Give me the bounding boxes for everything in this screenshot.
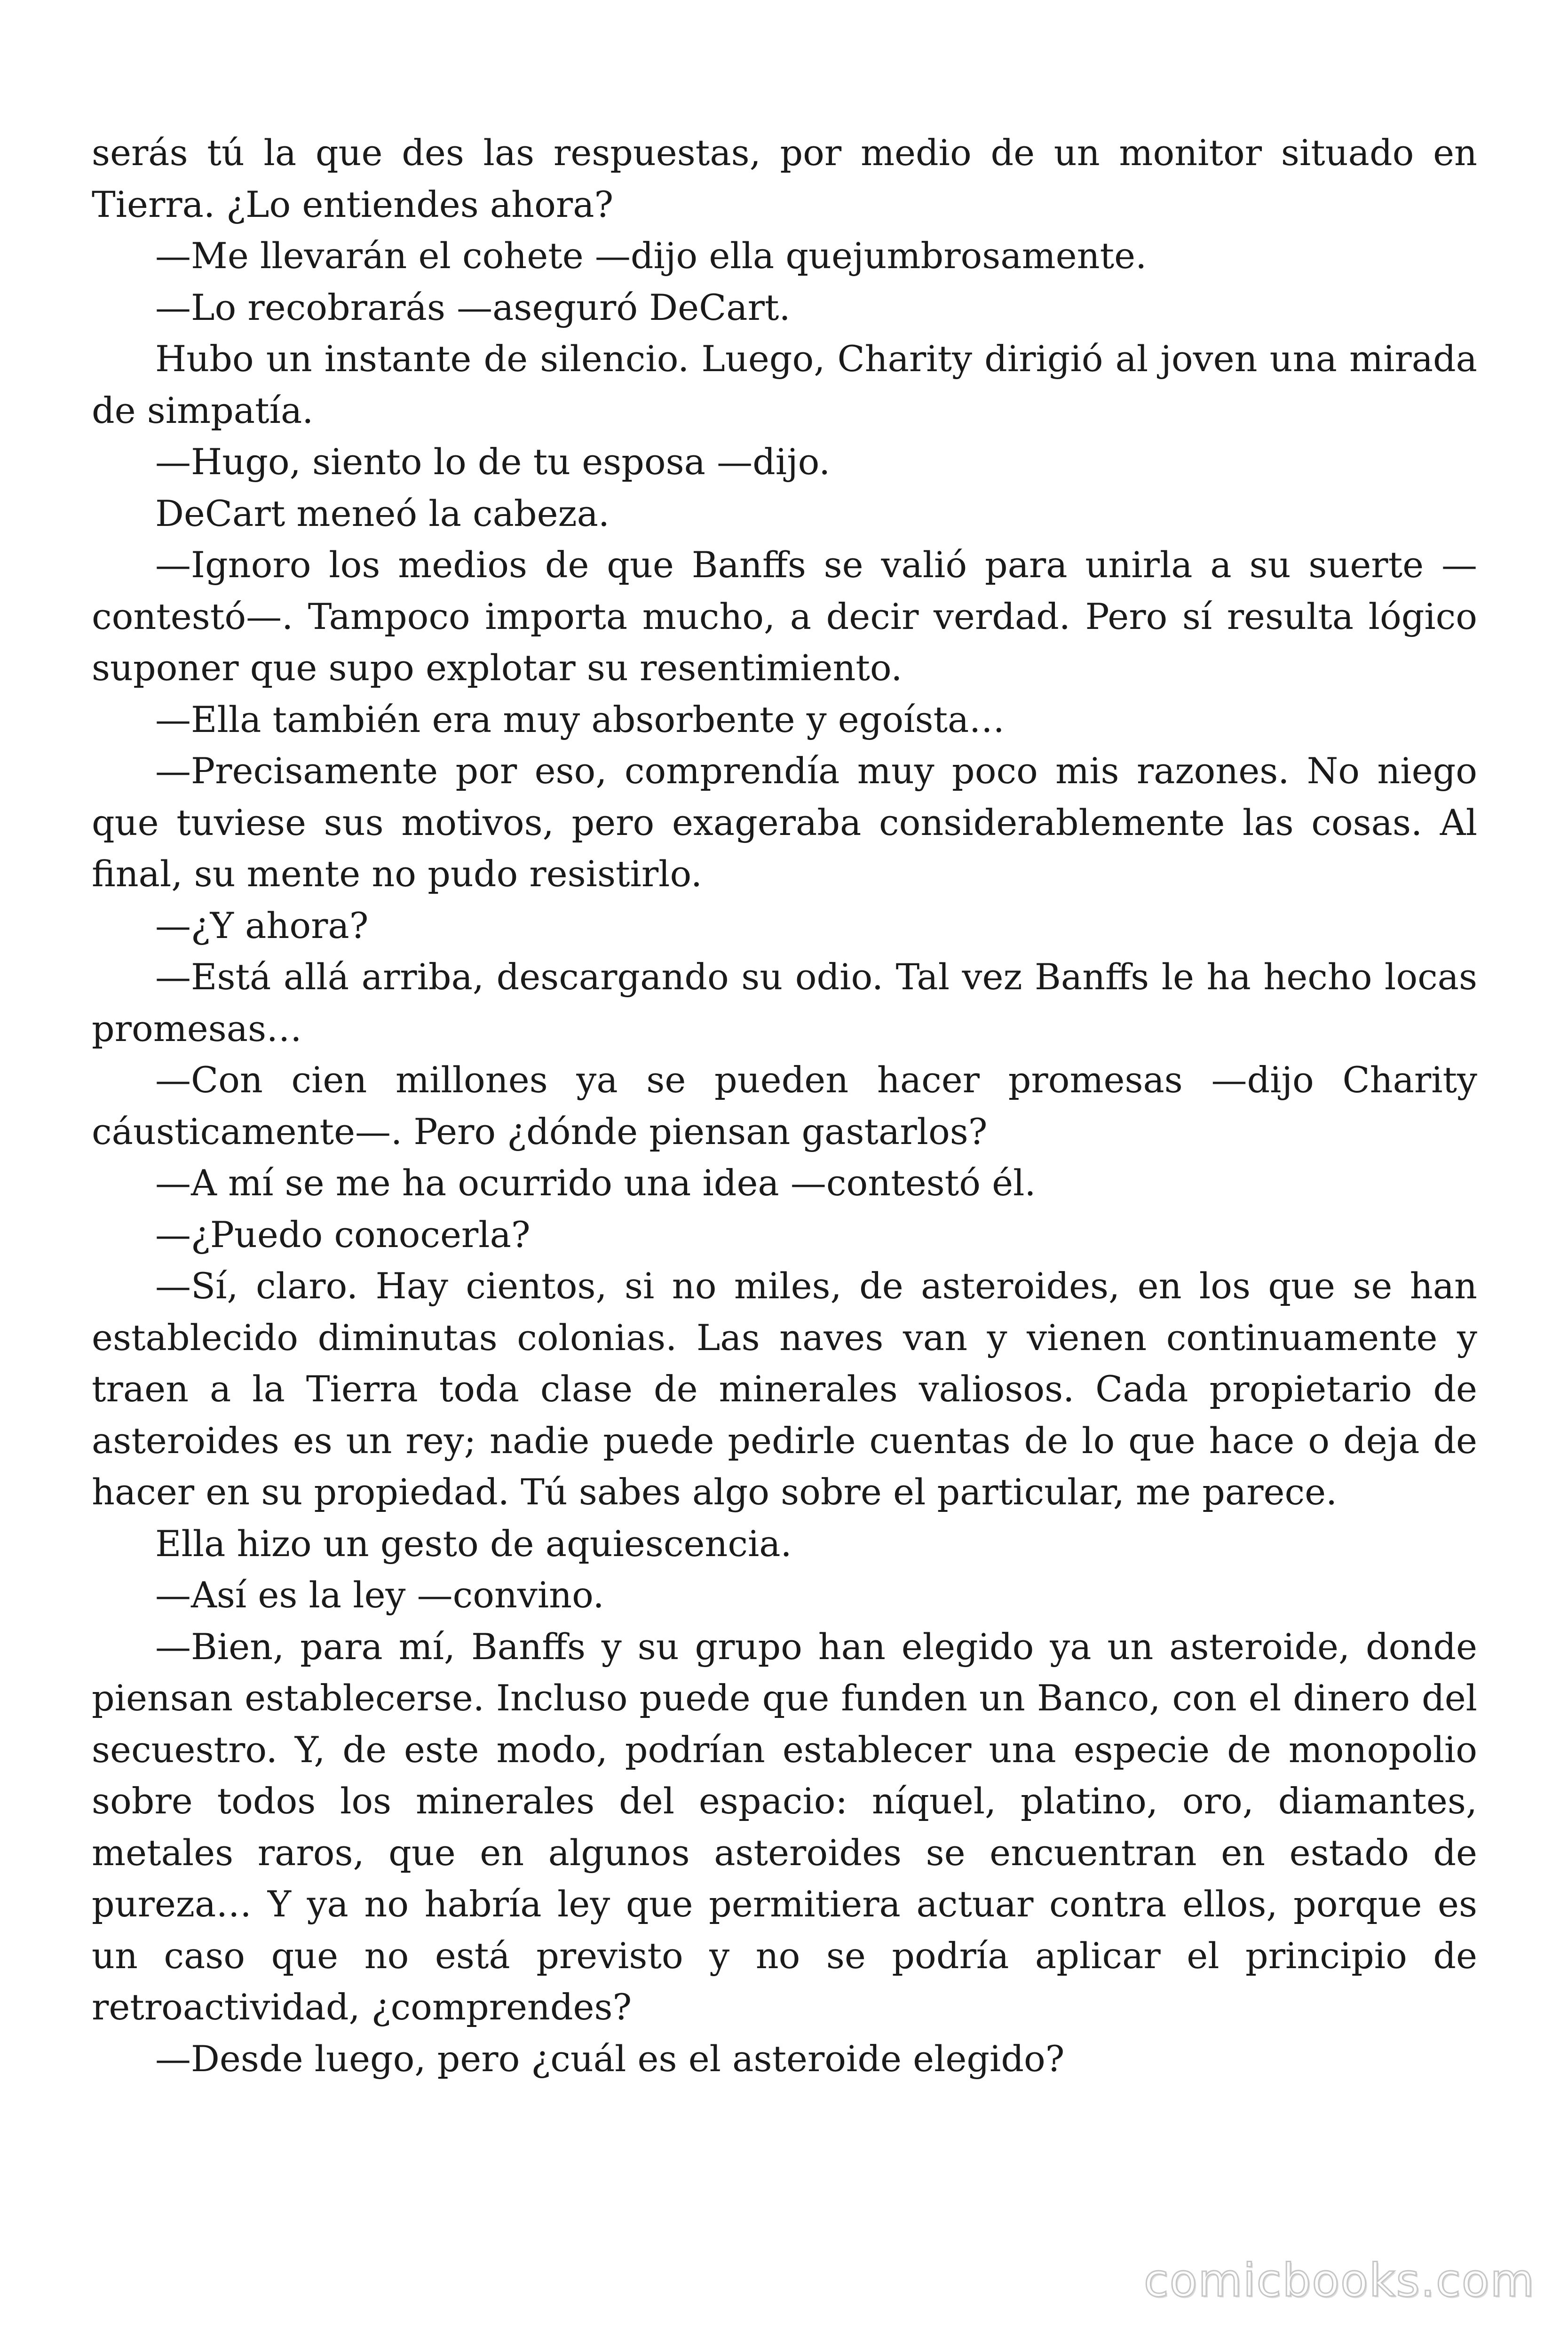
watermark: comicbooks.com: [1143, 2254, 1535, 2307]
paragraph: —Ella también era muy absorbente y egoísta…: [155, 698, 1005, 740]
paragraph: —Hugo, siento lo de tu esposa —dijo.: [155, 441, 831, 483]
paragraph: —Desde luego, pero ¿cuál es el asteroide elegido?: [155, 2037, 1065, 2080]
paragraph: —¿Puedo conocerla?: [155, 1213, 531, 1255]
paragraph: —A mí se me ha ocurrido una idea —contestó él.: [155, 1162, 1036, 1204]
paragraph: —¿Y ahora?: [155, 904, 369, 946]
paragraph: —Ignoro los medios de que Banffs se valió para unirla a su suerte —contestó—. Tampoco importa mucho, a decir verdad. Pero sí resulta lógico suponer que supo explotar su resentimiento.: [92, 544, 1477, 689]
page-body: [92, 127, 1477, 2084]
paragraph: —Me llevarán el cohete —dijo ella quejumbrosamente.: [155, 235, 1147, 277]
paragraph: Hubo un instante de silencio. Luego, Charity dirigió al joven una mirada de simpatía.: [92, 338, 1477, 431]
paragraph: —Así es la ley —convino.: [155, 1574, 604, 1616]
paragraph: —Sí, claro. Hay cientos, si no miles, de asteroides, en los que se han establecido diminutas colonias. Las naves van y vienen continuamente y traen a la Tierra toda clase de minerales valiosos. Cada propietario de asteroides es un rey; nadie puede pedirle cuentas de lo que hace o deja de hacer en su propiedad. Tú sabes algo sobre el particular, me parece.: [92, 1265, 1477, 1513]
paragraph: Ella hizo un gesto de aquiescencia.: [155, 1522, 792, 1565]
paragraph: —Lo recobrarás —aseguró DeCart.: [155, 286, 791, 328]
paragraph: —Bien, para mí, Banffs y su grupo han elegido ya un asteroide, donde piensan establecerse. Incluso puede que funden un Banco, con el dinero del secuestro. Y, de este modo, podrían establecer una especie de monopolio sobre todos los minerales del espacio: níquel, platino, oro, diamantes, metales raros, que en algunos asteroides se encuentran en estado de pureza… Y ya no habría ley que permitiera actuar contra ellos, porque es un caso que no está previsto y no se podría aplicar el principio de retroactividad, ¿comprendes?: [92, 1625, 1477, 2028]
paragraph: —Con cien millones ya se pueden hacer promesas —dijo Charity cáusticamente—. Pero ¿dónde piensan gastarlos?: [92, 1059, 1477, 1152]
paragraph: DeCart meneó la cabeza.: [155, 492, 610, 534]
paragraph: —Está allá arriba, descargando su odio. Tal vez Banffs le ha hecho locas promesas…: [92, 956, 1477, 1049]
paragraph: serás tú la que des las respuestas, por medio de un monitor situado en Tierra. ¿Lo entiendes ahora?: [92, 132, 1477, 225]
paragraph: —Precisamente por eso, comprendía muy poco mis razones. No niego que tuviese sus motivos, pero exageraba considerablemente las cosas. Al final, su mente no pudo resistirlo.: [92, 750, 1477, 895]
